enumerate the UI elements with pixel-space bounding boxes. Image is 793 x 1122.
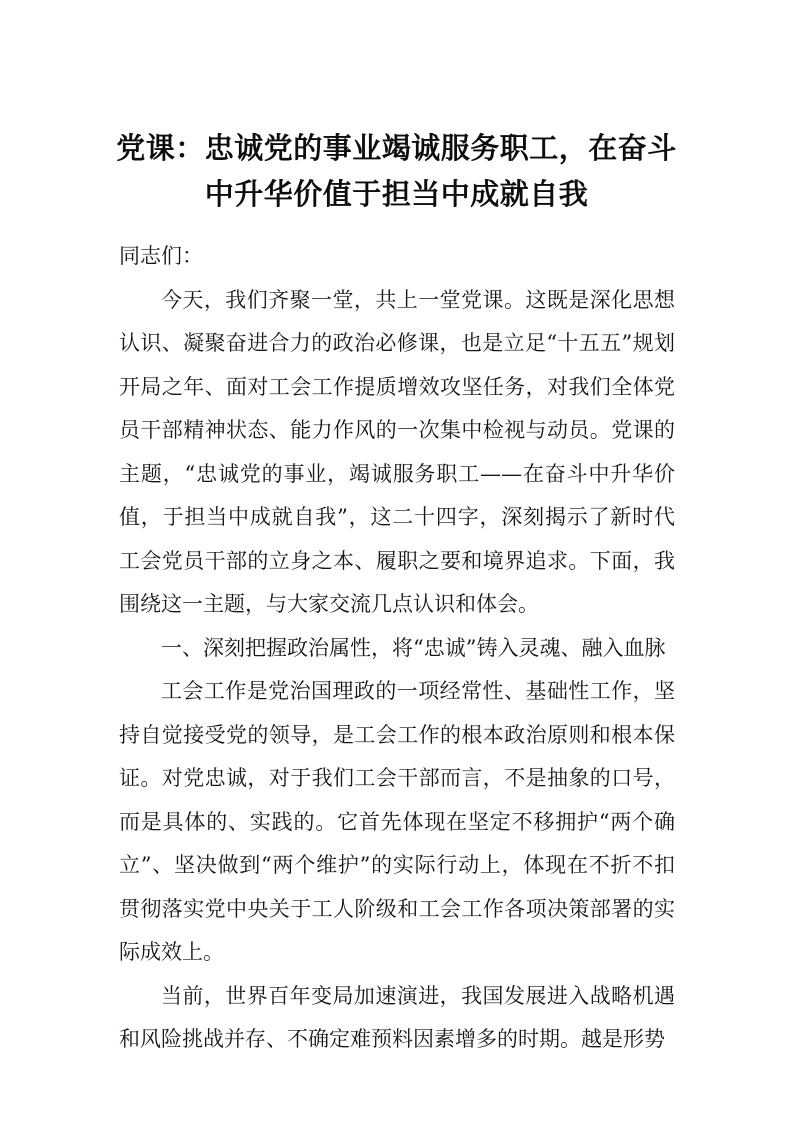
paragraph-intro: 今天，我们齐聚一堂，共上一堂党课。这既是深化思想认识、凝聚奋进合力的政治必修课，也是立足“十五五”规划开局之年、面对工会工作提质增效攻坚任务，对我们全体党员干部精神状态、能力作风的一次集中检视与动员。党课的主题，“忠诚党的事业，竭诚服务职工——在奋斗中升华价值，于担当中成就自我”，这二十四字，深刻揭示了新时代工会党员干部的立身之本、履职之要和境界追求。下面，我围绕这一主题，与大家交流几点认识和体会。 [119,287,675,616]
document-title-line-2: 中升华价值于担当中成就自我 [204,177,589,211]
document-title-line-1: 党课：忠诚党的事业竭诚服务职工，在奋斗 [116,131,677,165]
section-heading-1: 一、深刻把握政治属性，将“忠诚”铸入灵魂、融入血脉 [161,635,666,660]
document-body [119,235,675,1062]
salutation: 同志们： [119,244,203,268]
paragraph-current-situation: 当前，世界百年变局加速演进，我国发展进入战略机遇和风险挑战并存、不确定难预料因素增多的时期。越是形势 [119,983,675,1051]
paragraph-section-1: 工会工作是党治国理政的一项经常性、基础性工作，坚持自觉接受党的领导，是工会工作的根本政治原则和根本保证。对党忠诚，对于我们工会干部而言，不是抽象的口号，而是具体的、实践的。它首先体现在坚定不移拥护“两个确立”、坚决做到“两个维护”的实际行动上，体现在不折不扣贯彻落实党中央关于工人阶级和工会工作各项决策部署的实际成效上。 [119,679,675,964]
